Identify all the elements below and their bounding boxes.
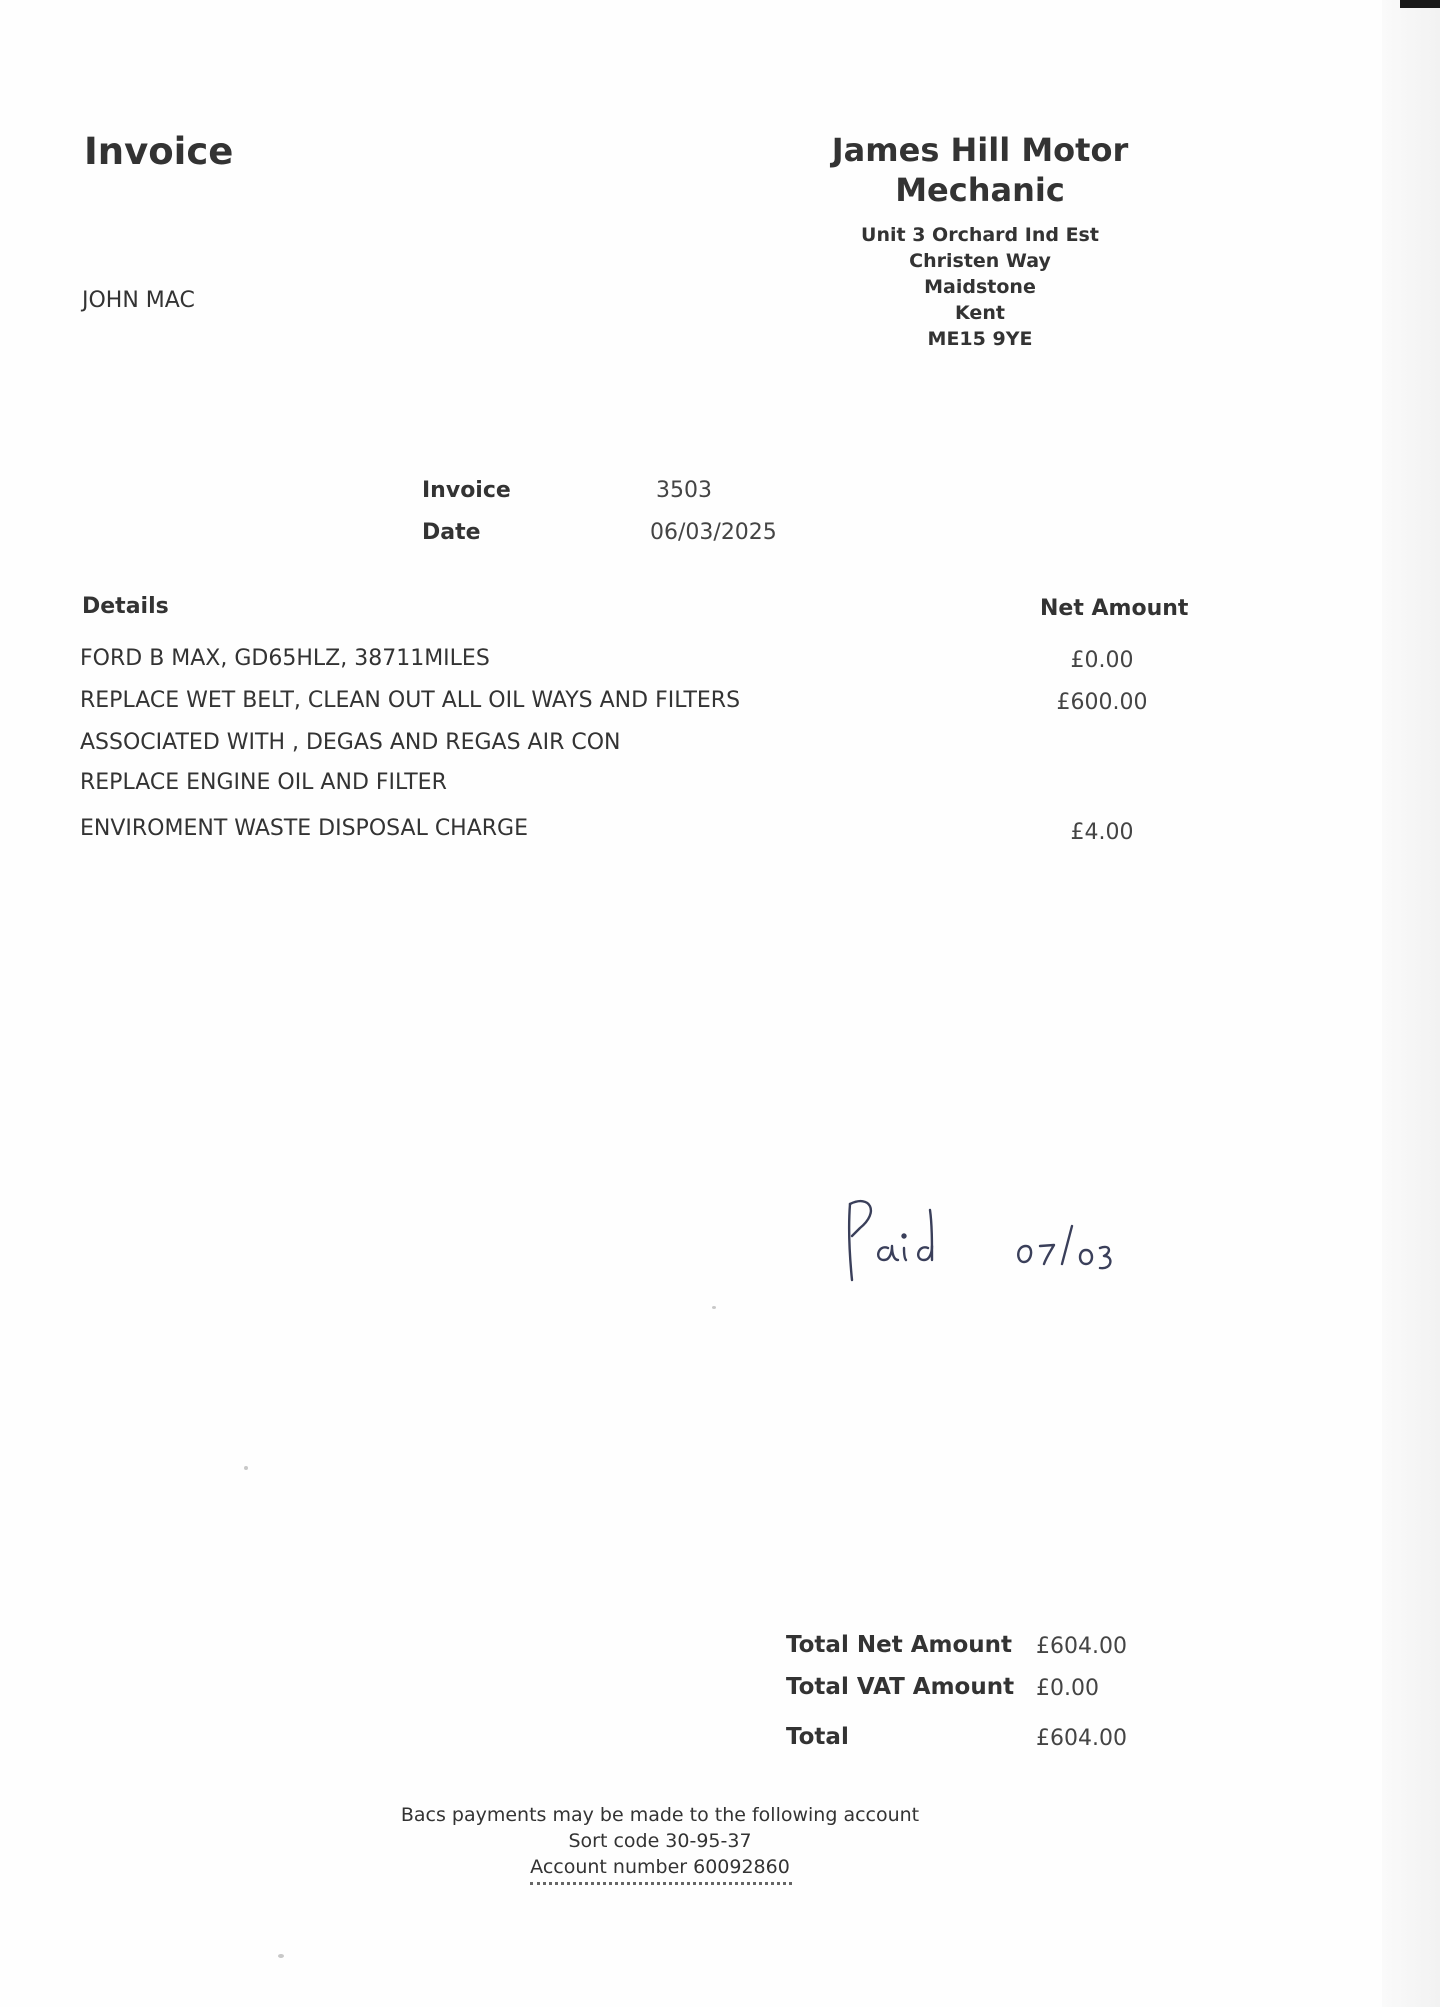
company-name	[790, 130, 1170, 210]
line-item-description: REPLACE WET BELT, CLEAN OUT ALL OIL WAYS AND FILTERS	[80, 688, 741, 713]
truncated-bank-line	[530, 1882, 792, 1889]
scan-speck	[244, 1466, 248, 1470]
net-amount-header: Net Amount	[1040, 596, 1189, 621]
scan-speck	[278, 1954, 284, 1958]
invoice-date-label: Date	[422, 520, 481, 545]
line-item-amount: £0.00	[1070, 648, 1134, 673]
total-label: Total	[786, 1724, 849, 1750]
company-address	[790, 222, 1170, 352]
address-line: Christen Way	[909, 250, 1051, 272]
document-title: Invoice	[84, 130, 234, 173]
customer-name: JOHN MAC	[82, 288, 195, 313]
bank-account-number: Account number 60092860	[530, 1856, 790, 1878]
line-item-amount: £4.00	[1070, 820, 1134, 845]
line-item-description: ASSOCIATED WITH , DEGAS AND REGAS AIR CON	[80, 730, 621, 755]
company-name-line1: James Hill Motor	[831, 131, 1129, 169]
invoice-date-value: 06/03/2025	[650, 520, 777, 545]
details-header: Details	[82, 594, 169, 619]
total-net-value: £604.00	[1036, 1634, 1127, 1659]
line-item-description: REPLACE ENGINE OIL AND FILTER	[80, 770, 447, 795]
line-item-description: ENVIROMENT WASTE DISPOSAL CHARGE	[80, 816, 529, 841]
line-item-description: FORD B MAX, GD65HLZ, 38711MILES	[80, 646, 490, 671]
address-line: Kent	[955, 302, 1005, 324]
total-value: £604.00	[1036, 1726, 1127, 1751]
address-line: Maidstone	[924, 276, 1036, 298]
scan-edge-shade	[1382, 0, 1440, 2007]
bank-details-intro: Bacs payments may be made to the following account	[400, 1804, 920, 1826]
total-net-label: Total Net Amount	[786, 1632, 1013, 1658]
scan-corner-mark	[1400, 0, 1440, 8]
scan-speck	[712, 1306, 716, 1309]
address-line: Unit 3 Orchard Ind Est	[861, 224, 1099, 246]
handwritten-paid-note	[840, 1190, 1140, 1290]
total-vat-value: £0.00	[1036, 1676, 1099, 1701]
total-vat-label: Total VAT Amount	[786, 1674, 1015, 1700]
bank-sort-code: Sort code 30-95-37	[568, 1830, 752, 1852]
invoice-number-label: Invoice	[422, 478, 511, 503]
company-name-line2: Mechanic	[895, 171, 1065, 209]
line-item-amount: £600.00	[1056, 690, 1148, 715]
invoice-number-value: 3503	[656, 478, 712, 503]
address-postcode: ME15 9YE	[927, 328, 1033, 350]
